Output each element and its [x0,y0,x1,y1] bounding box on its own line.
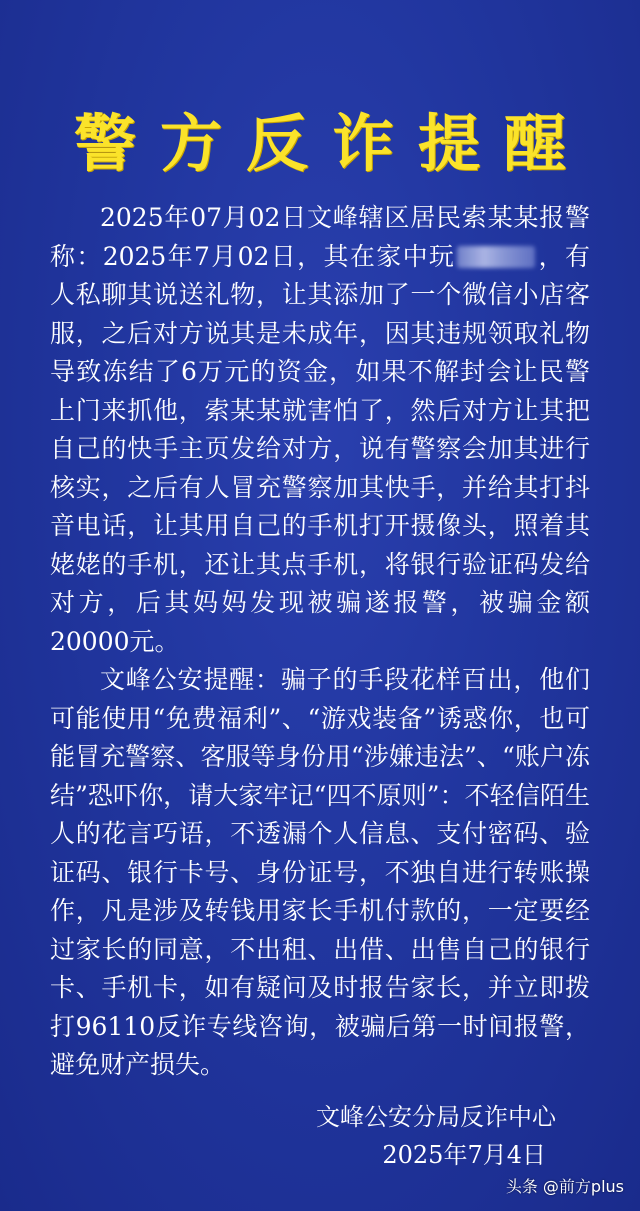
notice-title: 警方反诈提醒 [73,107,590,180]
issue-date: 2025年7月4日 [382,1141,546,1169]
incident-text-start: 2025年07月02日文峰辖区居民索某某报警称：2025年7月02日，其在家中玩 [50,203,590,271]
issuing-authority: 文峰公安分局反诈中心 [316,1103,556,1131]
incident-text-redacted-tail: ，有 [537,241,590,271]
signature-block [316,1098,556,1174]
incident-paragraph [50,199,590,661]
source-watermark: 头条 @前方plus [505,1177,624,1196]
police-reminder-paragraph: 文峰公安提醒：骗子的手段花样百出，他们可能使用“免费福利”、“游戏装备”诱惑你，也可能冒充警察、客服等身份用“涉嫌违法”、“账户冻结”恐吓你，请大家牢记“四不原则”：不轻信陌生人的花言巧语，不透漏个人信息、支付密码、验证码、银行卡号、身份证号，不独自进行转账操作，凡是涉及转钱用家长手机付款的，一定要经过家长的同意，不出租、出借、出售自己的银行卡、手机卡，如有疑问及时报告家长，并立即拨打96110反诈专线咨询，被骗后第一时间报警，避免财产损失。 [50,665,590,1079]
notice-body [50,199,590,1085]
redacted-app-name [457,246,535,268]
incident-text-rest: 人私聊其说送礼物，让其添加了一个微信小店客服，之后对方说其是未成年，因其违规领取礼物导致冻结了6万元的资金，如果不解封会让民警上门来抓他，索某某就害怕了，然后对方让其把自己的快手主页发给对方，说有警察会加其进行核实，之后有人冒充警察加其快手，并给其打抖音电话，让其用自己的手机打开摄像头，照着其姥姥的手机，还让其点手机，将银行验证码发给对方，后其妈妈发现被骗遂报警，被骗金额20000元。 [50,280,590,656]
